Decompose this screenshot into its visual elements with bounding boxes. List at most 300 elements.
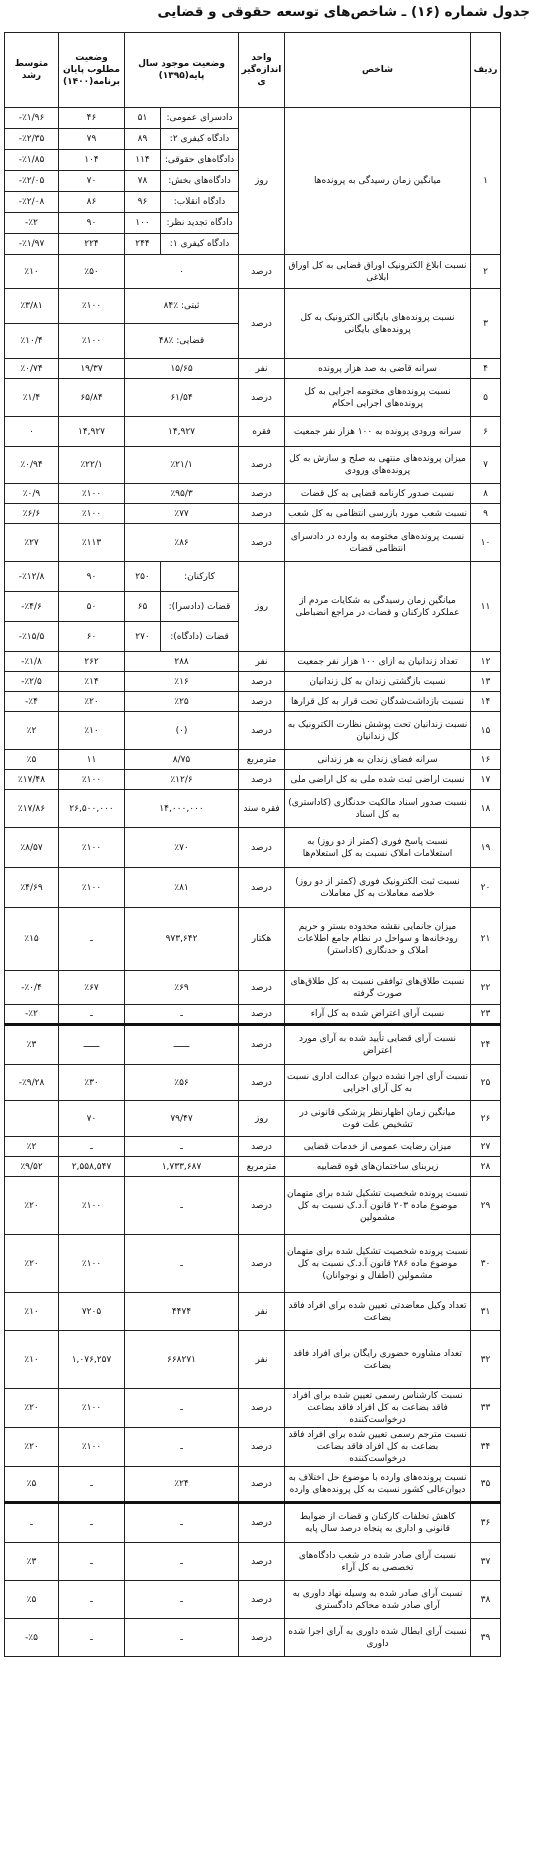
row-number: ۲: [471, 255, 501, 289]
table-row: [5, 868, 501, 908]
table-row: [5, 1293, 501, 1331]
base-value: ۲۸۸: [125, 652, 239, 672]
target-value: ۸۶: [59, 192, 125, 213]
target-value: ۵۰: [59, 592, 125, 622]
growth-value: ٪۰/۹: [5, 484, 59, 504]
growth-value: ٪۱۰: [5, 1293, 59, 1331]
base-value: ۱۴,۹۲۷: [125, 417, 239, 447]
indicator-cell: نسبت کارشناس رسمی تعیین شده برای افراد فاقد بضاعت به کل افراد فاقد بضاعت درخواست‌کننده: [285, 1389, 471, 1428]
growth-value: ۰: [5, 417, 59, 447]
table-row: [5, 447, 501, 484]
indicator-cell: نسبت آرای اجرا نشده دیوان عدالت اداری نسبت به کل آرای اجرایی: [285, 1065, 471, 1101]
row-number: ۳۱: [471, 1293, 501, 1331]
base-value: ٪۲۴: [125, 1467, 239, 1503]
unit-cell: مترمربع: [239, 750, 285, 770]
growth-value: ٪۱/۴: [5, 379, 59, 417]
table-row: [5, 1177, 501, 1235]
base-value: ۴۴۷۴: [125, 1293, 239, 1331]
row-number: ۳۶: [471, 1503, 501, 1543]
row-number: ۲۳: [471, 1005, 501, 1025]
target-value: ۷۰: [59, 1101, 125, 1137]
growth-value: ٪۲۰: [5, 1428, 59, 1467]
unit-cell: درصد: [239, 1137, 285, 1157]
table-row: [5, 1467, 501, 1503]
indicator-cell: نسبت زندانیان تحت پوشش نظارت الکترونیک به کل زندانیان: [285, 712, 471, 750]
base-value: ـ: [125, 1137, 239, 1157]
target-value: ۲۶۲: [59, 652, 125, 672]
indicator-cell: تعداد مشاوره حضوری رایگان برای افراد فاقد بضاعت: [285, 1331, 471, 1389]
sub-label: دادگاه انقلاب:: [161, 192, 239, 213]
table-row: [5, 1331, 501, 1389]
base-value: (۰): [125, 712, 239, 750]
unit-cell: درصد: [239, 504, 285, 524]
table-row: [5, 1581, 501, 1619]
growth-value: [5, 1101, 59, 1137]
base-value: ۲۵۰: [125, 562, 161, 592]
table-header: [5, 33, 501, 108]
base-value: ـ: [125, 1428, 239, 1467]
growth-value: ٪۰/۴-: [5, 971, 59, 1005]
row-number: ۷: [471, 447, 501, 484]
indicator-cell: نسبت آرای صادر شده در شعب دادگاه‌های تخصصی به کل آراء: [285, 1543, 471, 1581]
growth-value: ٪۱۰: [5, 1331, 59, 1389]
row-number: ۳۳: [471, 1389, 501, 1428]
row-number: ۱۸: [471, 790, 501, 828]
base-value: ـ: [125, 1177, 239, 1235]
growth-value: ـ: [5, 1503, 59, 1543]
row-number: ۳۷: [471, 1543, 501, 1581]
base-value: ۰: [125, 255, 239, 289]
base-value: ۹۷۳,۶۴۲: [125, 908, 239, 971]
table-row: [5, 524, 501, 562]
sub-label: کارکنان:: [161, 562, 239, 592]
table-row: [5, 562, 501, 592]
sub-label: دادگاه تجدید نظر:: [161, 213, 239, 234]
table-row: [5, 1389, 501, 1428]
unit-cell: فقره سند: [239, 790, 285, 828]
unit-cell: درصد: [239, 1389, 285, 1428]
growth-value: ٪۲۰: [5, 1389, 59, 1428]
growth-value: ٪۴/۶۹: [5, 868, 59, 908]
base-value: قضایی: ٪۴۸: [125, 324, 239, 359]
table-row: [5, 255, 501, 289]
target-value: ٪۱۰: [59, 712, 125, 750]
header-growth: متوسط رشد: [5, 33, 59, 108]
base-value: ۹۶: [125, 192, 161, 213]
unit-cell: درصد: [239, 255, 285, 289]
target-value: ٪۱۰۰: [59, 1235, 125, 1293]
base-value: ۲۴۴: [125, 234, 161, 255]
growth-value: ٪۵: [5, 750, 59, 770]
growth-value: ٪۶/۶: [5, 504, 59, 524]
unit-cell: درصد: [239, 1235, 285, 1293]
row-number: ۹: [471, 504, 501, 524]
row-number: ۲۰: [471, 868, 501, 908]
target-value: ٪۲۲/۱: [59, 447, 125, 484]
target-value: ٪۲۰: [59, 692, 125, 712]
base-value: ۱۵/۶۵: [125, 359, 239, 379]
unit-cell: درصد: [239, 379, 285, 417]
unit-cell: درصد: [239, 524, 285, 562]
row-number: ۱۷: [471, 770, 501, 790]
indicator-cell: نسبت صدور کارنامه قضایی به کل قضات: [285, 484, 471, 504]
growth-value: ٪۲: [5, 712, 59, 750]
unit-cell: درصد: [239, 289, 285, 359]
growth-value: ٪۵: [5, 1581, 59, 1619]
growth-value: ٪۵: [5, 1467, 59, 1503]
growth-value: ٪۳: [5, 1025, 59, 1065]
indicator-cell: میانگین زمان رسیدگی به پرونده‌ها: [285, 108, 471, 255]
header-unit: واحد اندازه‌گیری: [239, 33, 285, 108]
target-value: ۱۰۴: [59, 150, 125, 171]
target-value: ٪۱۰۰: [59, 484, 125, 504]
table-row: [5, 1503, 501, 1543]
unit-cell: روز: [239, 108, 285, 255]
growth-value: ٪۴-: [5, 692, 59, 712]
target-value: ۱۱: [59, 750, 125, 770]
table-row: [5, 1101, 501, 1137]
table-row: [5, 692, 501, 712]
base-value: ۱۰۰: [125, 213, 161, 234]
base-value: ۱۱۴: [125, 150, 161, 171]
target-value: ٪۱۰۰: [59, 289, 125, 324]
unit-cell: نفر: [239, 1293, 285, 1331]
row-number: ۳۴: [471, 1428, 501, 1467]
unit-cell: درصد: [239, 828, 285, 868]
growth-value: ٪۲/۳۵-: [5, 129, 59, 150]
indicator-cell: نسبت پاسخ فوری (کمتر از دو روز) به استعلامات املاک نسبت به کل استعلام‌ها: [285, 828, 471, 868]
table-row: [5, 108, 501, 129]
growth-value: ٪۲-: [5, 1005, 59, 1025]
row-number: ۱۱: [471, 562, 501, 652]
unit-cell: درصد: [239, 1503, 285, 1543]
row-number: ۳۰: [471, 1235, 501, 1293]
indicator-cell: میزان پرونده‌های منتهی به صلح و سازش به کل پرونده‌های ورودی: [285, 447, 471, 484]
base-value: ثبتی: ٪۸۴: [125, 289, 239, 324]
target-value: ـ: [59, 1503, 125, 1543]
row-number: ۱۳: [471, 672, 501, 692]
indicator-cell: نسبت پرونده‌های مختومه اجرایی به کل پرونده‌های اجرایی احکام: [285, 379, 471, 417]
target-value: ۹۰: [59, 562, 125, 592]
table-row: [5, 770, 501, 790]
growth-value: ٪۸/۵۷: [5, 828, 59, 868]
table-row: [5, 1065, 501, 1101]
growth-value: ٪۱/۸۵-: [5, 150, 59, 171]
base-value: ۱,۷۳۳,۶۸۷: [125, 1157, 239, 1177]
table-row: [5, 1619, 501, 1657]
unit-cell: درصد: [239, 447, 285, 484]
target-value: ٪۱۰۰: [59, 770, 125, 790]
row-number: ۵: [471, 379, 501, 417]
target-value: ٪۳۰: [59, 1065, 125, 1101]
growth-value: ٪۲/۵-: [5, 672, 59, 692]
target-value: ٪۱۰۰: [59, 1177, 125, 1235]
growth-value: ٪۲۰: [5, 1235, 59, 1293]
unit-cell: درصد: [239, 1543, 285, 1581]
growth-value: ٪۱۲/۸-: [5, 562, 59, 592]
row-number: ۳: [471, 289, 501, 359]
row-number: ۱۲: [471, 652, 501, 672]
row-number: ۲۱: [471, 908, 501, 971]
sub-label: قضات (دادگاه):: [161, 622, 239, 652]
row-number: ۱۴: [471, 692, 501, 712]
row-number: ۱۶: [471, 750, 501, 770]
indicator-cell: زیربنای ساختمان‌های قوه قضاییه: [285, 1157, 471, 1177]
table-row: [5, 379, 501, 417]
target-value: ٪۱۰۰: [59, 828, 125, 868]
unit-cell: درصد: [239, 770, 285, 790]
page-title: جدول شماره (۱۶) ـ شاخص‌های توسعه حقوقی و قضایی: [157, 4, 530, 20]
growth-value: ٪۲/۰۸-: [5, 192, 59, 213]
target-value: ٪۵۰: [59, 255, 125, 289]
base-value: ٪۷۰: [125, 828, 239, 868]
table-row: [5, 652, 501, 672]
growth-value: ٪۲-: [5, 213, 59, 234]
table-row: [5, 971, 501, 1005]
table-row: [5, 1157, 501, 1177]
target-value: ۷۹: [59, 129, 125, 150]
growth-value: ٪۱۷/۸۶: [5, 790, 59, 828]
base-value: ٪۱۶: [125, 672, 239, 692]
base-value: ٪۷۷: [125, 504, 239, 524]
sub-label: دادگاه کیفری ۲:: [161, 129, 239, 150]
target-value: ٪۶۷: [59, 971, 125, 1005]
indicator-cell: میانگین زمان اظهارنظر پزشکی قانونی در تشخیص علت فوت: [285, 1101, 471, 1137]
unit-cell: نفر: [239, 1331, 285, 1389]
base-value: ۶۱/۵۴: [125, 379, 239, 417]
header-indicator: شاخص: [285, 33, 471, 108]
base-value: ـ: [125, 1005, 239, 1025]
indicator-cell: سرانه ورودی پرونده به ۱۰۰ هزار نفر جمعیت: [285, 417, 471, 447]
row-number: ۲۷: [471, 1137, 501, 1157]
unit-cell: درصد: [239, 1065, 285, 1101]
base-value: ٪۸۱: [125, 868, 239, 908]
row-number: ۲۸: [471, 1157, 501, 1177]
target-value: ۱۹/۳۷: [59, 359, 125, 379]
target-value: ۶۰: [59, 622, 125, 652]
growth-value: ٪۹/۲۸-: [5, 1065, 59, 1101]
indicators-table: [4, 32, 501, 1657]
indicator-cell: تعداد زندانیان به ازای ۱۰۰ هزار نفر جمعیت: [285, 652, 471, 672]
indicator-cell: نسبت آرای صادر شده به وسیله نهاد داوری به آرای صادر شده محاکم دادگستری: [285, 1581, 471, 1619]
target-value: ــــــ: [59, 1025, 125, 1065]
base-value: ٪۱۲/۶: [125, 770, 239, 790]
unit-cell: درصد: [239, 712, 285, 750]
target-value: ـ: [59, 1467, 125, 1503]
growth-value: ٪۱۵: [5, 908, 59, 971]
growth-value: ٪۱۷/۴۸: [5, 770, 59, 790]
target-value: ۱,۰۷۶,۲۵۷: [59, 1331, 125, 1389]
indicator-cell: نسبت مترجم رسمی تعیین شده برای افراد فاقد بضاعت به کل افراد فاقد بضاعت درخواست‌کننده: [285, 1428, 471, 1467]
target-value: ٪۱۰۰: [59, 1389, 125, 1428]
growth-value: ٪۰/۷۴: [5, 359, 59, 379]
base-value: ٪۶۹: [125, 971, 239, 1005]
unit-cell: فقره: [239, 417, 285, 447]
unit-cell: درصد: [239, 1005, 285, 1025]
base-value: ـ: [125, 1543, 239, 1581]
target-value: ۶۵/۸۴: [59, 379, 125, 417]
unit-cell: درصد: [239, 1467, 285, 1503]
indicator-cell: نسبت پرونده‌های بایگانی الکترونیک به کل پرونده‌های بایگانی: [285, 289, 471, 359]
base-value: ـ: [125, 1235, 239, 1293]
target-value: ۱۴,۹۲۷: [59, 417, 125, 447]
target-value: ۷۰: [59, 171, 125, 192]
table-row: [5, 289, 501, 324]
row-number: ۳۹: [471, 1619, 501, 1657]
indicator-cell: نسبت طلاق‌های توافقی نسبت به کل طلاق‌های صورت گرفته: [285, 971, 471, 1005]
base-value: ۷۹/۴۷: [125, 1101, 239, 1137]
growth-value: ٪۲۷: [5, 524, 59, 562]
row-number: ۴: [471, 359, 501, 379]
base-value: ٪۲۵: [125, 692, 239, 712]
target-value: ٪۱۰۰: [59, 1428, 125, 1467]
base-value: ٪۵۶: [125, 1065, 239, 1101]
target-value: ـ: [59, 908, 125, 971]
base-value: ـ: [125, 1503, 239, 1543]
growth-value: ٪۲۰: [5, 1177, 59, 1235]
unit-cell: روز: [239, 562, 285, 652]
target-value: ٪۱۱۳: [59, 524, 125, 562]
table-row: [5, 908, 501, 971]
table-row: [5, 359, 501, 379]
indicator-cell: نسبت آرای اعتراض شده به کل آراء: [285, 1005, 471, 1025]
base-value: ۸۹: [125, 129, 161, 150]
table-row: [5, 750, 501, 770]
indicator-cell: نسبت اراضی ثبت شده ملی به کل اراضی ملی: [285, 770, 471, 790]
row-number: ۳۲: [471, 1331, 501, 1389]
base-value: ٪۸۶: [125, 524, 239, 562]
growth-value: ٪۹/۵۲: [5, 1157, 59, 1177]
target-value: ـ: [59, 1619, 125, 1657]
indicator-cell: میزان جانمایی نقشه محدوده بستر و حریم رودخانه‌ها و سواحل در نظام جامع اطلاعات املاک و حدنگاری (کاداستر): [285, 908, 471, 971]
unit-cell: درصد: [239, 672, 285, 692]
row-number: ۲۹: [471, 1177, 501, 1235]
sub-label: دادسرای عمومی:: [161, 108, 239, 129]
table-row: [5, 1025, 501, 1065]
growth-value: ٪۴/۶-: [5, 592, 59, 622]
row-number: ۱۵: [471, 712, 501, 750]
target-value: ۴۶: [59, 108, 125, 129]
unit-cell: نفر: [239, 359, 285, 379]
unit-cell: هکتار: [239, 908, 285, 971]
indicator-cell: سرانه فضای زندان به هر زندانی: [285, 750, 471, 770]
unit-cell: درصد: [239, 1428, 285, 1467]
header-base: وضعیت موجود سال پایه(۱۳۹۵): [125, 33, 239, 108]
table-row: [5, 672, 501, 692]
target-value: ـ: [59, 1005, 125, 1025]
table-row: [5, 1235, 501, 1293]
unit-cell: درصد: [239, 1581, 285, 1619]
target-value: ٪۱۰۰: [59, 504, 125, 524]
indicator-cell: نسبت آرای قضایی تأیید شده به آرای مورد اعتراض: [285, 1025, 471, 1065]
indicator-cell: میزان رضایت عمومی از خدمات قضایی: [285, 1137, 471, 1157]
unit-cell: درصد: [239, 1025, 285, 1065]
table-row: [5, 504, 501, 524]
sub-label: دادگاه کیفری ۱:: [161, 234, 239, 255]
indicator-cell: نسبت ابلاغ الکترونیک اوراق قضایی به کل اوراق ابلاغی: [285, 255, 471, 289]
target-value: ۲۶,۵۰۰,۰۰۰: [59, 790, 125, 828]
base-value: ۵۱: [125, 108, 161, 129]
row-number: ۲۲: [471, 971, 501, 1005]
indicator-cell: نسبت صدور اسناد مالکیت حدنگاری (کاداستری) به کل اسناد: [285, 790, 471, 828]
unit-cell: درصد: [239, 1619, 285, 1657]
base-value: ۸/۷۵: [125, 750, 239, 770]
target-value: ۲۲۴: [59, 234, 125, 255]
base-value: ۱۴,۰۰۰,۰۰۰: [125, 790, 239, 828]
growth-value: ٪۲: [5, 1137, 59, 1157]
sub-label: دادگاه‌های بخش:: [161, 171, 239, 192]
row-number: ۲۵: [471, 1065, 501, 1101]
unit-cell: درصد: [239, 484, 285, 504]
growth-value: ٪۳: [5, 1543, 59, 1581]
target-value: ٪۱۴: [59, 672, 125, 692]
unit-cell: درصد: [239, 1177, 285, 1235]
row-number: ۲۴: [471, 1025, 501, 1065]
table-row: [5, 1005, 501, 1025]
base-value: ٪۹۵/۳: [125, 484, 239, 504]
table-row: [5, 712, 501, 750]
unit-cell: درصد: [239, 971, 285, 1005]
target-value: ٪۱۰۰: [59, 324, 125, 359]
target-value: ۹۰: [59, 213, 125, 234]
unit-cell: درصد: [239, 868, 285, 908]
table-row: [5, 828, 501, 868]
unit-cell: مترمربع: [239, 1157, 285, 1177]
table-row: [5, 1543, 501, 1581]
row-number: ۶: [471, 417, 501, 447]
growth-value: ٪۲/۰۵-: [5, 171, 59, 192]
unit-cell: روز: [239, 1101, 285, 1137]
growth-value: ٪۰/۹۴: [5, 447, 59, 484]
indicator-cell: نسبت بازگشتی زندان به کل زندانیان: [285, 672, 471, 692]
table-row: [5, 790, 501, 828]
base-value: ۲۷۰: [125, 622, 161, 652]
row-number: ۱۰: [471, 524, 501, 562]
target-value: ۲,۵۵۸,۵۴۷: [59, 1157, 125, 1177]
base-value: ۶۶۸۲۷۱: [125, 1331, 239, 1389]
indicator-cell: نسبت ثبت الکترونیک فوری (کمتر از دو روز) خلاصه معاملات به کل معاملات: [285, 868, 471, 908]
indicator-cell: نسبت پرونده شخصیت تشکیل شده برای متهمان موضوع ماده ۲۸۶ قانون آ.د.ک نسبت به کل مشمولین (اطفال و نوجوانان): [285, 1235, 471, 1293]
target-value: ۷۲۰۵: [59, 1293, 125, 1331]
table-row: [5, 417, 501, 447]
target-value: ٪۱۰۰: [59, 868, 125, 908]
base-value: ـ: [125, 1389, 239, 1428]
base-value: ـ: [125, 1581, 239, 1619]
sub-label: قضات (دادسرا):: [161, 592, 239, 622]
base-value: ۷۸: [125, 171, 161, 192]
table-row: [5, 1428, 501, 1467]
growth-value: ٪۱۰: [5, 255, 59, 289]
indicator-cell: کاهش تخلفات کارکنان و قضات از ضوابط قانونی و اداری به پنجاه درصد سال پایه: [285, 1503, 471, 1543]
indicator-cell: میانگین زمان رسیدگی به شکایات مردم از عملکرد کارکنان و قضات در مراجع انضباطی: [285, 562, 471, 652]
row-number: ۱: [471, 108, 501, 255]
target-value: ـ: [59, 1543, 125, 1581]
base-value: ـ: [125, 1619, 239, 1657]
indicator-cell: نسبت پرونده‌های مختومه به وارده در دادسرای انتظامی قضات: [285, 524, 471, 562]
unit-cell: نفر: [239, 652, 285, 672]
growth-value: ٪۱۰/۴: [5, 324, 59, 359]
indicator-cell: نسبت پرونده شخصیت تشکیل شده برای متهمان موضوع ماده ۲۰۳ قانون آ.د.ک نسبت به کل مشمولین: [285, 1177, 471, 1235]
indicator-cell: سرانه قاضی به صد هزار پرونده: [285, 359, 471, 379]
indicator-cell: نسبت پرونده‌های وارده با موضوع حل اختلاف به دیوان‌عالی کشور نسبت به کل پرونده‌های وارده: [285, 1467, 471, 1503]
base-value: ۶۵: [125, 592, 161, 622]
growth-value: ٪۱۵/۵-: [5, 622, 59, 652]
unit-cell: درصد: [239, 692, 285, 712]
indicator-cell: نسبت آرای ابطال شده داوری به آرای اجرا شده داوری: [285, 1619, 471, 1657]
target-value: ـ: [59, 1137, 125, 1157]
table-row: [5, 484, 501, 504]
row-number: ۳۵: [471, 1467, 501, 1503]
